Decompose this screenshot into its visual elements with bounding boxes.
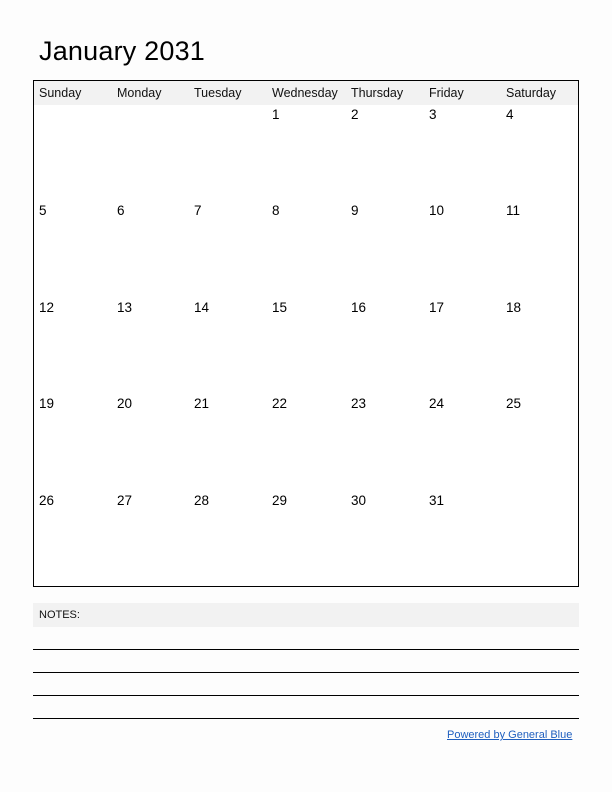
note-line	[33, 672, 579, 673]
day-cell: 25	[506, 396, 522, 411]
day-cell: 1	[272, 107, 280, 122]
day-cell: 5	[39, 203, 47, 218]
day-cell: 19	[39, 396, 55, 411]
weekday-friday: Friday	[429, 86, 464, 100]
note-line	[33, 718, 579, 719]
day-cell: 13	[117, 300, 133, 315]
day-cell: 22	[272, 396, 288, 411]
day-cell: 17	[429, 300, 445, 315]
day-cell: 6	[117, 203, 125, 218]
day-cell: 30	[351, 493, 367, 508]
day-cell: 31	[429, 493, 445, 508]
day-cell: 28	[194, 493, 210, 508]
day-cell: 10	[429, 203, 445, 218]
day-cell: 7	[194, 203, 202, 218]
weekday-tuesday: Tuesday	[194, 86, 242, 100]
weekday-thursday: Thursday	[351, 86, 404, 100]
day-cell: 26	[39, 493, 55, 508]
day-cell: 11	[506, 203, 521, 218]
weekday-saturday: Saturday	[506, 86, 557, 100]
calendar-grid	[33, 80, 579, 587]
day-cell: 18	[506, 300, 522, 315]
day-cell: 12	[39, 300, 55, 315]
day-cell: 29	[272, 493, 288, 508]
day-cell: 2	[351, 107, 359, 122]
day-cell: 9	[351, 203, 359, 218]
notes-label: NOTES:	[39, 609, 80, 621]
day-cell: 24	[429, 396, 445, 411]
day-cell: 16	[351, 300, 367, 315]
day-cell: 27	[117, 493, 133, 508]
powered-by-link[interactable]: Powered by General Blue	[447, 729, 573, 741]
weekday-monday: Monday	[117, 86, 162, 100]
weekday-header-row	[34, 81, 578, 105]
day-cell: 3	[429, 107, 437, 122]
day-cell: 15	[272, 300, 288, 315]
day-cell: 14	[194, 300, 210, 315]
notes-header	[33, 603, 579, 627]
day-cell: 21	[194, 396, 210, 411]
day-cell: 4	[506, 107, 514, 122]
calendar-title: January 2031	[39, 36, 206, 66]
day-cell: 8	[272, 203, 280, 218]
note-line	[33, 695, 579, 696]
day-cell: 23	[351, 396, 367, 411]
day-cell: 20	[117, 396, 133, 411]
weekday-wednesday: Wednesday	[272, 86, 338, 100]
weekday-sunday: Sunday	[39, 86, 82, 100]
note-line	[33, 649, 579, 650]
